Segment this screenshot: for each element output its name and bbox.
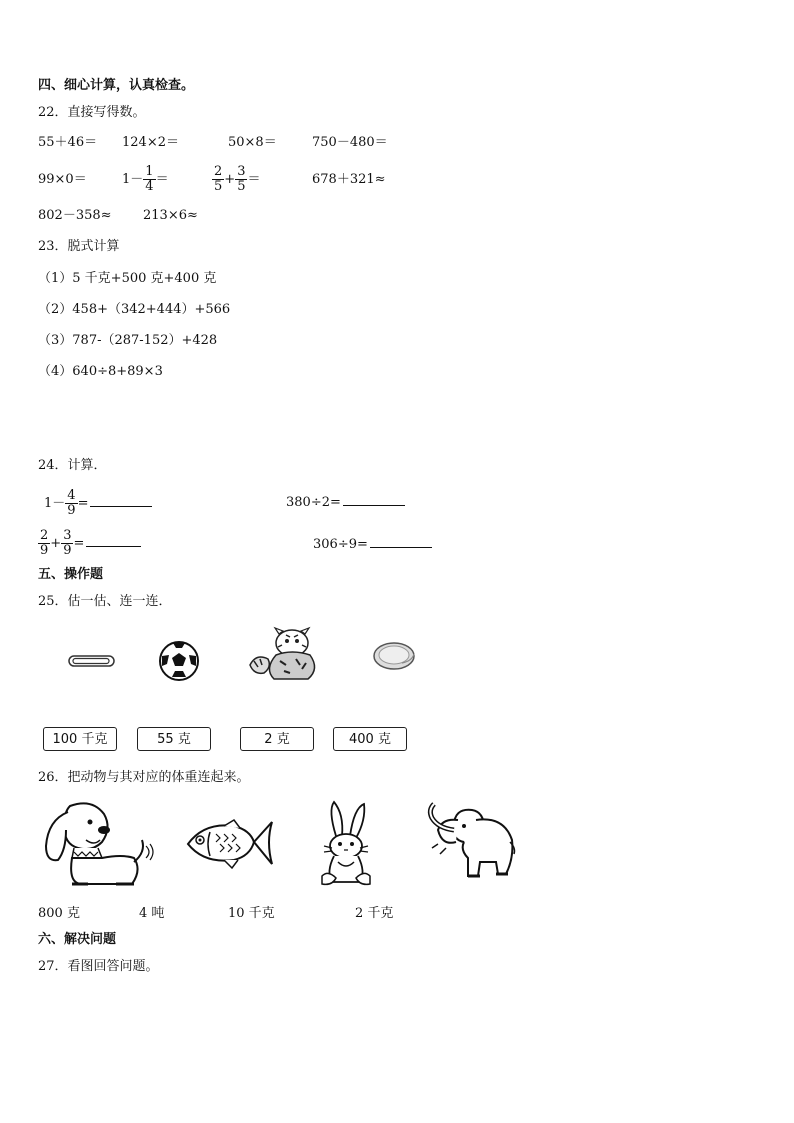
- q23-item: （2）458+（342+444）+566: [38, 302, 231, 317]
- section-4-title: 四、细心计算，认真检查。: [38, 78, 195, 93]
- q22-expr: 55＋46＝: [38, 135, 98, 150]
- q24-expr-fraction: 1－ $\frac{4}{9}$ =: [44, 482, 152, 526]
- plate-icon: [372, 641, 418, 671]
- section-6-title: 六、解决问题: [38, 932, 117, 947]
- q22-title: 22．直接写得数。: [38, 105, 146, 120]
- weight-box: 100 千克: [43, 727, 117, 751]
- soccer-ball-icon: [158, 640, 200, 682]
- q25-title: 25．估一估、连一连．: [38, 594, 172, 609]
- paperclip-icon: [68, 652, 116, 670]
- weight-box: 400 克: [333, 727, 407, 751]
- q22-expr-fraction: $\frac{2}{5}$ + $\frac{3}{5}$ ＝: [214, 164, 261, 194]
- fish-icon: [184, 818, 276, 868]
- q22-expr: 678＋321≈: [312, 172, 386, 187]
- weight-box: 55 克: [137, 727, 211, 751]
- q26-title: 26．把动物与其对应的体重连起来。: [38, 770, 250, 785]
- section-5-title: 五、操作题: [38, 567, 104, 582]
- dog-icon: [42, 800, 152, 888]
- tiger-toy-icon: [246, 625, 322, 681]
- q22-expr: 750－480＝: [312, 135, 388, 150]
- q26-weight: 2 千克: [355, 906, 394, 921]
- q23-title: 23．脱式计算: [38, 239, 120, 254]
- q22-expr: 50×8＝: [228, 135, 277, 150]
- q24-expr: 306÷9=: [313, 537, 432, 553]
- q22-expr-fraction: 1－ $\frac{1}{4}$ ＝: [122, 164, 169, 194]
- q23-item: （1）5 千克+500 克+400 克: [38, 271, 217, 286]
- q24-title: 24．计算．: [38, 458, 107, 473]
- q22-expr: 99×0＝: [38, 172, 87, 187]
- q22-expr: 802－358≈: [38, 208, 112, 223]
- q24-expr: 380÷2=: [286, 495, 405, 511]
- q26-weight: 800 克: [38, 906, 80, 921]
- q27-title: 27．看图回答问题。: [38, 959, 159, 974]
- q24-expr-fraction: $\frac{2}{9}$ + $\frac{3}{9}$ =: [38, 522, 141, 566]
- q26-weight: 10 千克: [228, 906, 275, 921]
- elephant-icon: [424, 802, 516, 884]
- q26-weight: 4 吨: [139, 906, 165, 921]
- weight-box: 2 克: [240, 727, 314, 751]
- q22-expr: 124×2＝: [122, 135, 179, 150]
- q22-expr: 213×6≈: [143, 208, 198, 223]
- q23-item: （4）640÷8+89×3: [38, 364, 163, 379]
- q23-item: （3）787-（287-152）+428: [38, 333, 218, 348]
- rabbit-icon: [318, 800, 376, 888]
